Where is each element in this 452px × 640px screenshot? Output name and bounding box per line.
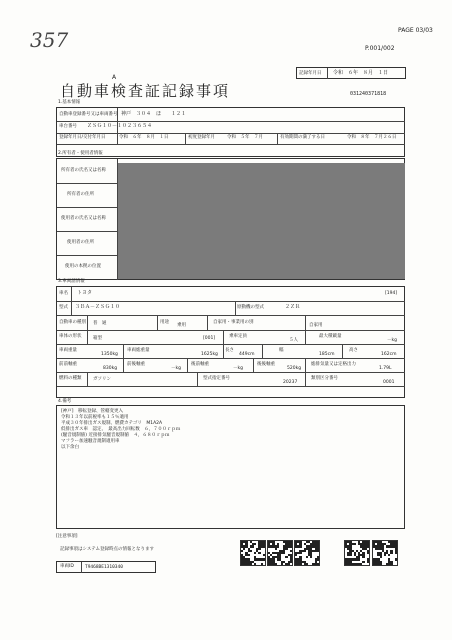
displacement-label: 総排気量又は定格出力 <box>311 362 356 367</box>
use-label: 用途 <box>160 320 169 325</box>
fuel-label: 燃料の種類 <box>59 376 82 381</box>
body-label: 車体の形状 <box>59 334 82 339</box>
use-value: 乗用 <box>177 323 186 328</box>
issue-date-label: 記録年月日 <box>299 71 322 76</box>
model-label: 型式 <box>59 305 68 310</box>
purpose-label: 自家用・事業用の別 <box>213 320 254 325</box>
remark-line: (騒音規制値) 近接排気騒音規制値 ４，６８０ｒｐｍ <box>61 433 170 438</box>
weight-label: 車両重量 <box>59 348 77 353</box>
maker-code: [194] <box>385 291 398 296</box>
engine-label: 原動機の型式 <box>237 305 264 310</box>
ff-axle-label: 前前軸重 <box>59 362 77 367</box>
remark-line: 平成３０年排出ガス規制、燃費カテゴリ M1A2A <box>61 421 163 426</box>
height-label: 高さ <box>349 348 358 353</box>
user-name-label: 使用者の氏名又は名称 <box>61 216 106 221</box>
gross-label: 車両総重量 <box>127 348 150 353</box>
vehicle-id-value: T9468BE1310340 <box>85 565 123 570</box>
length-label: 長さ <box>225 348 234 353</box>
qr-code-5 <box>372 540 398 566</box>
type-designation-value: 20237 <box>283 380 298 385</box>
qr-code-1 <box>240 540 266 566</box>
length-value: 449cm <box>239 352 255 357</box>
max-load-label: 最大積載量 <box>319 334 342 339</box>
doc-code: 031240371818 <box>350 91 387 97</box>
owner-address-label: 所有者の住所 <box>67 192 94 197</box>
body-code: [001] <box>203 336 216 341</box>
vehicle-id-label: 車両ID <box>60 564 74 569</box>
body-value: 箱型 <box>93 336 102 341</box>
section2-heading: 2.所有者・使用者情報 <box>58 151 103 156</box>
fr-axle-value: －kg <box>171 366 181 371</box>
width-label: 幅 <box>279 348 284 353</box>
initial-value: 令和 ５年 ７月 <box>227 135 263 140</box>
section3-heading: 3.車両諸情報 <box>58 279 85 284</box>
issue-date-box <box>296 67 406 79</box>
category-value: 0001 <box>383 380 395 385</box>
weight-value: 1350kg <box>101 352 118 357</box>
reg-value: 神戸 ３０４ ほ １２１ <box>121 111 187 117</box>
height-value: 162cm <box>381 352 397 357</box>
basic-info-table <box>56 107 405 157</box>
engine-value: ２ＺＲ <box>285 304 301 310</box>
rr-axle-value: 520kg <box>287 366 302 371</box>
page-label: PAGE 03/03 <box>398 27 433 34</box>
remark-line: マフラー加速騒音規制適用車 <box>61 439 120 444</box>
remark-line: 令和１３年以前税率も１５％適用 <box>61 415 129 420</box>
qr-code-2 <box>267 540 293 566</box>
max-load-value: －kg <box>387 338 397 343</box>
owner-name-label: 所有者の氏名又は名称 <box>61 168 106 173</box>
section4-heading: 4.備考 <box>58 399 72 404</box>
rf-axle-label: 後前軸重 <box>191 362 209 367</box>
chassis-value: ＺＳＧ１０－１０２３６５４ <box>87 123 153 129</box>
qr-code-3 <box>294 540 320 566</box>
type-value: 普 通 <box>93 321 107 326</box>
redaction-block <box>118 163 405 279</box>
expiry-label: 有効期間の満了する日 <box>280 135 325 140</box>
page-number: P.001/002 <box>365 45 395 52</box>
displacement-value: 1.79L <box>379 366 392 371</box>
title-mark: A <box>112 74 117 81</box>
rr-axle-label: 後後軸重 <box>257 362 275 367</box>
expiry-value: 令和 ８年 ７月２６日 <box>347 135 397 140</box>
rf-axle-value: －kg <box>233 366 243 371</box>
capacity-label: 乗車定員 <box>229 334 247 339</box>
vehicle-info-table <box>56 286 405 398</box>
section1-heading: 1.基本情報 <box>58 100 81 105</box>
first-reg-value: 令和 ６年 ８月 １日 <box>119 135 169 140</box>
purpose-value: 自家用 <box>309 323 323 328</box>
issue-date-value: 令和 ６年 ８月 １日 <box>333 70 389 76</box>
user-address-label: 使用者の住所 <box>67 240 94 245</box>
width-value: 185cm <box>319 352 335 357</box>
page-title: 自動車検査証記録事項 <box>60 82 231 100</box>
fr-axle-label: 前後軸重 <box>127 362 145 367</box>
category-label: 類別区分番号 <box>311 376 338 381</box>
maker-value: トヨタ <box>77 290 93 296</box>
capacity-value: ５人 <box>289 338 298 343</box>
fuel-value: ガソリン <box>93 377 111 382</box>
notes-text: 記録事項はシステム登録時点の情報となります <box>60 547 155 552</box>
model-value: ３ＢＡ－ＺＳＧ１０ <box>75 304 121 310</box>
type-label: 自動車の種別 <box>59 320 86 325</box>
reg-label: 自動車登録番号又は車両番号 <box>59 112 118 117</box>
base-location-label: 使用の本拠の位置 <box>65 264 101 269</box>
handwritten-number: 357 <box>30 28 69 52</box>
remark-line: 低排出ガス車 認定、 最高出力回転数 ６，７００ｒｐｍ <box>61 427 181 432</box>
remarks-box <box>56 405 405 529</box>
gross-value: 1625kg <box>201 352 218 357</box>
qr-code-4 <box>344 540 370 566</box>
vehicle-id-box <box>56 561 156 573</box>
initial-label: 初度登録年月 <box>188 135 215 140</box>
type-designation-label: 型式指定番号 <box>203 376 230 381</box>
chassis-label: 車台番号 <box>59 124 77 129</box>
first-reg-label: 登録年月日/交付年月日 <box>59 135 106 140</box>
maker-label: 車名 <box>59 291 68 296</box>
remark-line: [神戸] 移転登録、管轄変更入 <box>61 409 124 414</box>
ff-axle-value: 830kg <box>103 366 118 371</box>
notes-heading: [注意事項] <box>56 534 78 539</box>
remark-line: 以下余白 <box>61 445 79 450</box>
